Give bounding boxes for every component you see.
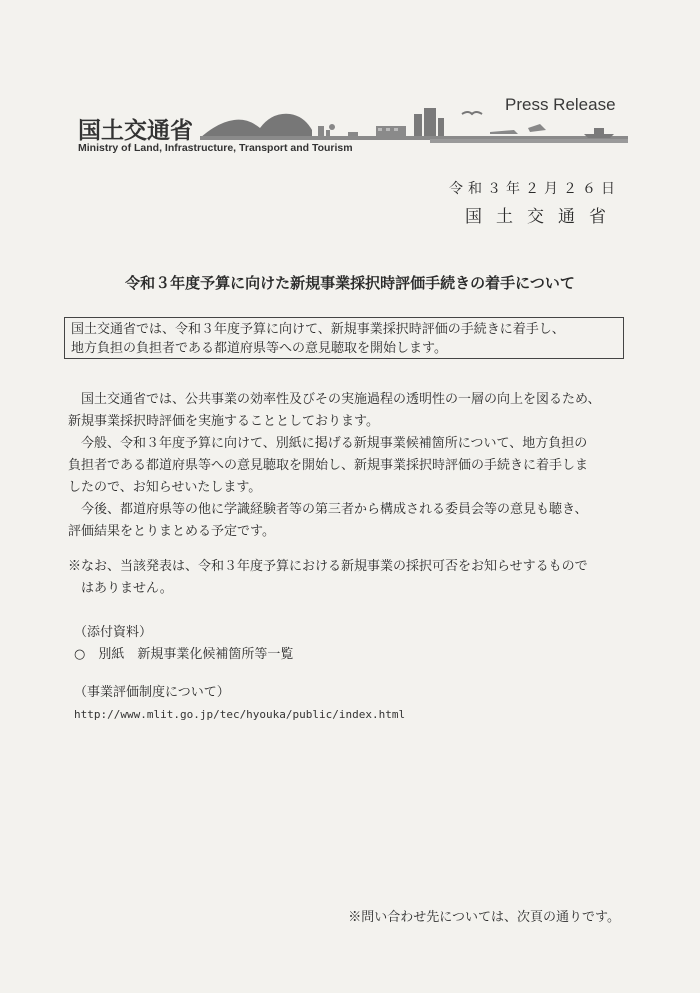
note-text [68, 556, 638, 600]
body-line: 新規事業採択時評価を実施することとしております。 [68, 414, 379, 429]
mlit-skyline-logo [200, 100, 630, 148]
evaluation-url-link[interactable]: http://www.mlit.go.jp/tec/hyouka/public/index.html [74, 708, 406, 721]
summary-line: 国土交通省では、令和３年度予算に向けて、新規事業採択時評価の手続きに着手し、 [71, 322, 565, 337]
attachment-item: ○ 別紙 新規事業化候補箇所等一覧 [74, 647, 294, 662]
evaluation-heading: （事業評価制度について） [74, 685, 230, 700]
body-line: 国土交通省では、公共事業の効率性及びその実施過程の透明性の一層の向上を図るため、 [68, 392, 601, 407]
body-line: 今後、都道府県等の他に学識経験者等の第三者から構成される委員会等の意見も聴き、 [68, 502, 588, 517]
note-line: はありません。 [68, 581, 173, 596]
org-name-jp: 国土交通省 [78, 118, 193, 144]
body-text [68, 389, 638, 543]
body-line: 評価結果をとりまとめる予定です。 [68, 524, 275, 539]
summary-line: 地方負担の負担者である都道府県等への意見聴取を開始します。 [71, 341, 447, 356]
org-name-en: Ministry of Land, Infrastructure, Transport and Tourism [78, 142, 353, 154]
body-line: したので、お知らせいたします。 [68, 480, 262, 495]
contact-note: ※問い合わせ先については、次頁の通りです。 [348, 910, 620, 925]
body-line: 今般、令和３年度予算に向けて、別紙に掲げる新規事業候補箇所について、地方負担の [68, 436, 588, 451]
attachments-section [74, 622, 293, 666]
summary-box [64, 317, 624, 359]
evaluation-section [74, 682, 405, 726]
issuer-name: 国土交通省 [465, 207, 620, 227]
attachments-heading: （添付資料） [74, 625, 153, 640]
note-line: ※なお、当該発表は、令和３年度予算における新規事業の採択可否をお知らせするもので [68, 559, 588, 574]
body-line: 負担者である都道府県等への意見聴取を開始し、新規事業採択時評価の手続きに着手しま [68, 458, 589, 473]
document-title: 令和３年度予算に向けた新規事業採択時評価手続きの着手について [125, 274, 575, 292]
release-date: 令和３年２月２６日 [449, 181, 620, 197]
press-release-label: Press Release [505, 95, 616, 114]
